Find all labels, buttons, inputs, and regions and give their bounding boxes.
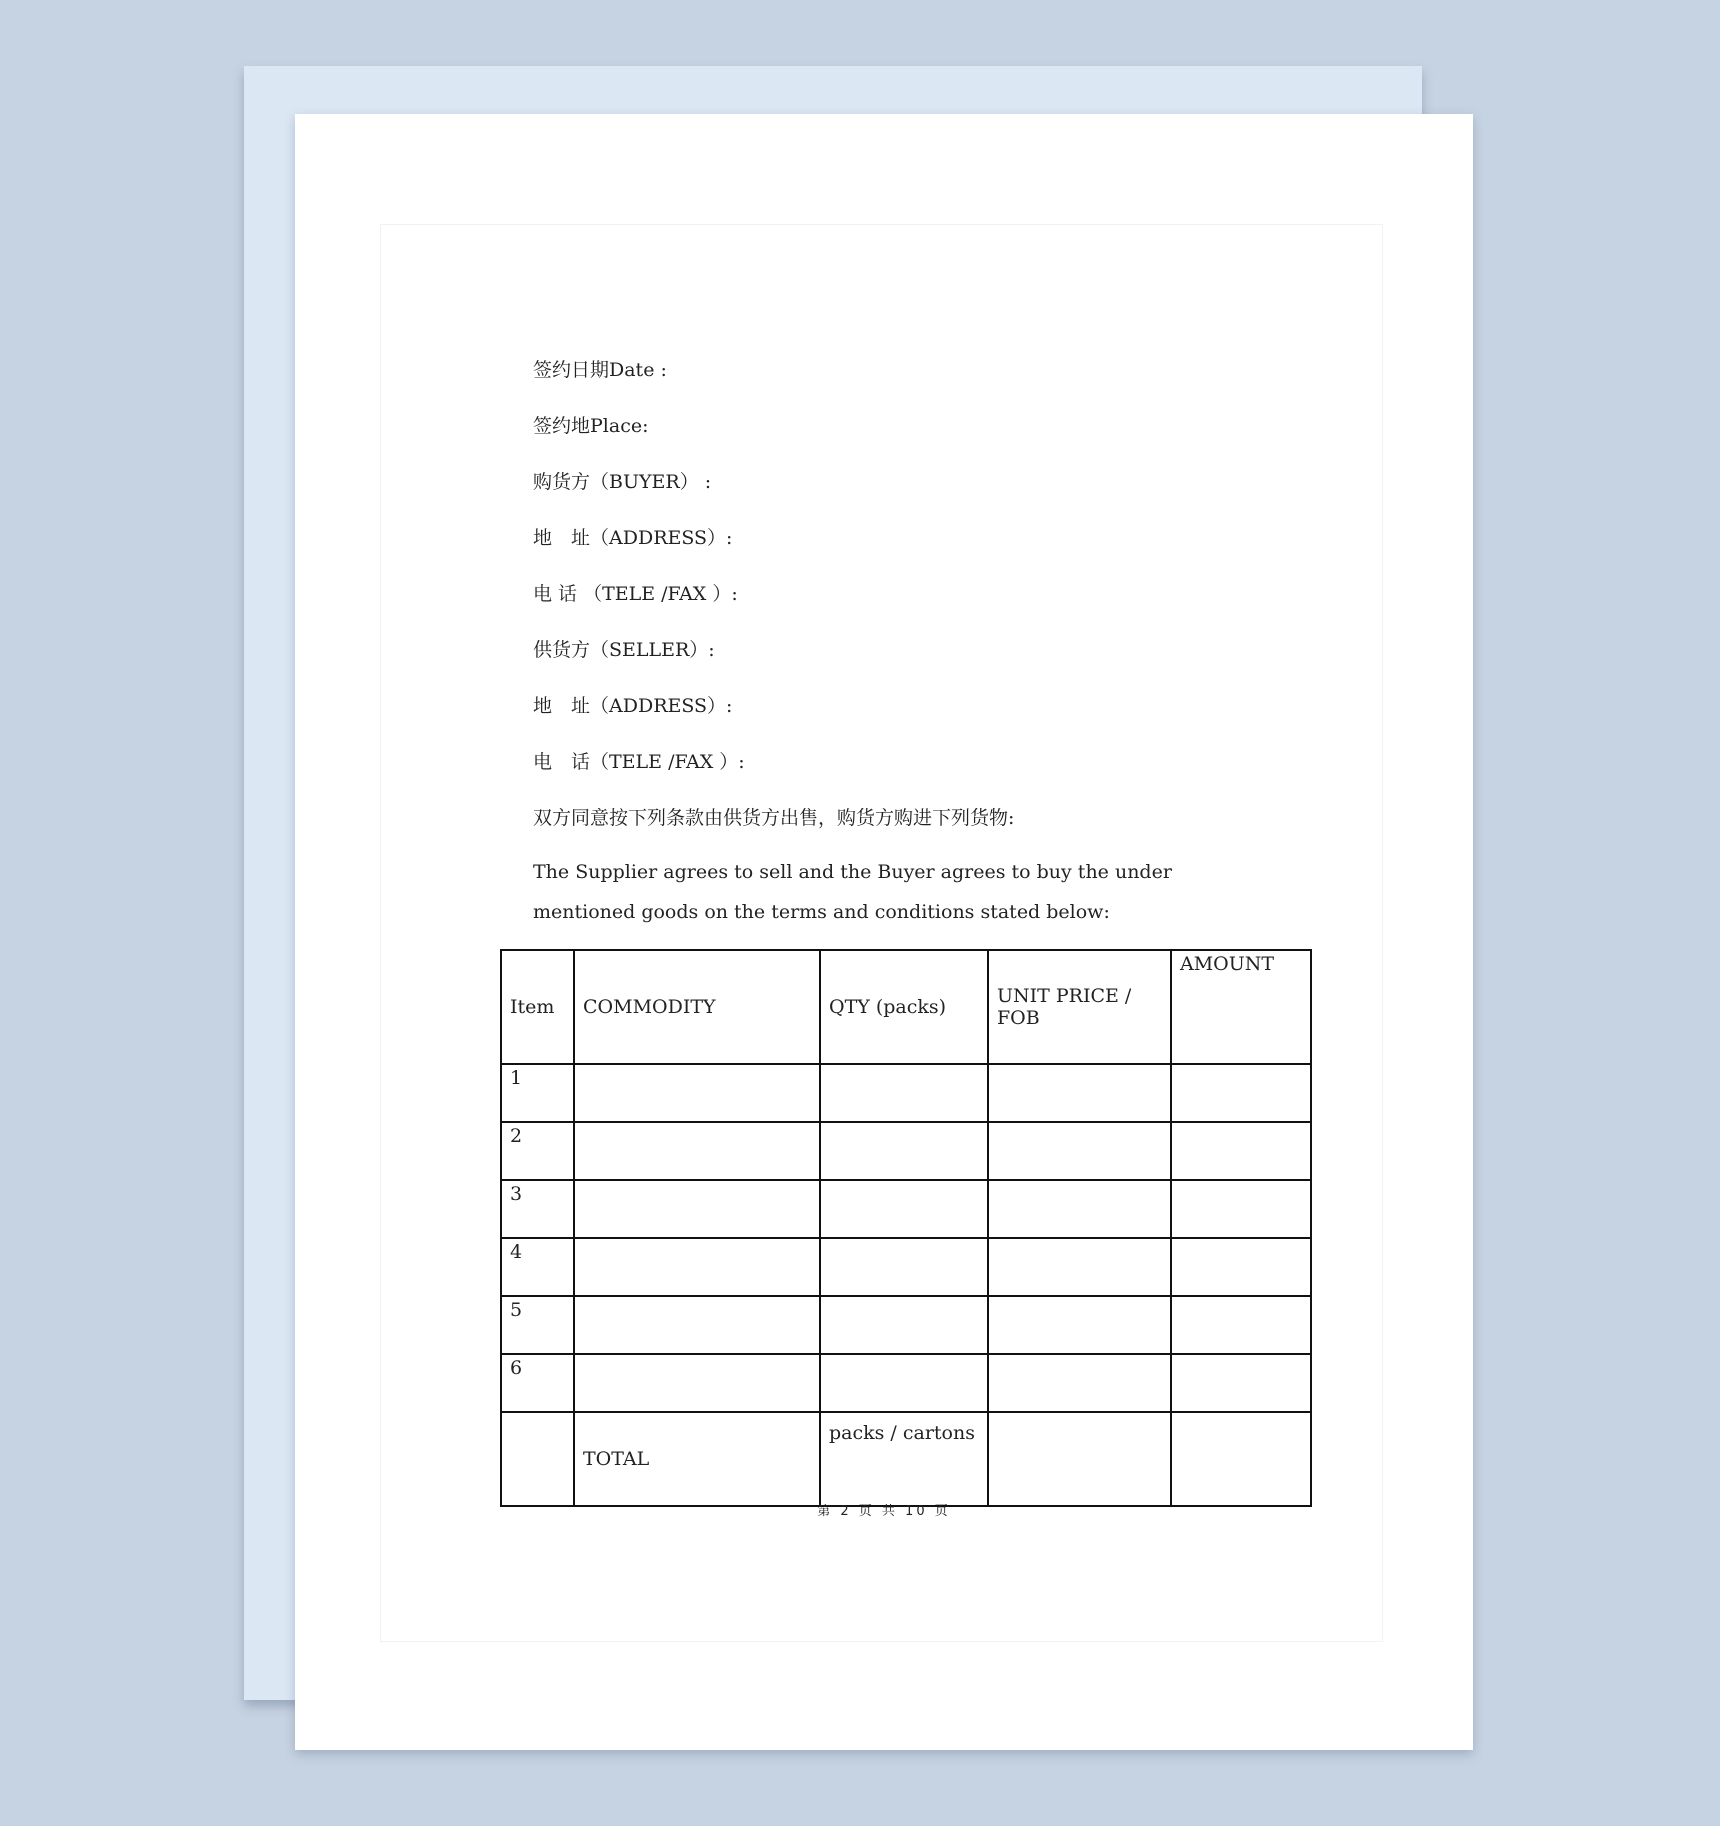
- row-price-cell[interactable]: [988, 1354, 1171, 1412]
- table-row: [501, 1238, 1311, 1296]
- row-commodity-cell[interactable]: [574, 1296, 820, 1354]
- table-row: [501, 1180, 1311, 1238]
- agreement-en-text: The Supplier agrees to sell and the Buyer agrees to buy the under mentioned goods on the terms and conditions stated below:: [533, 861, 1172, 923]
- table-row: [501, 1354, 1311, 1412]
- row-item-number: 6: [501, 1354, 574, 1412]
- row-qty-cell[interactable]: [820, 1238, 988, 1296]
- total-item-cell: [501, 1412, 574, 1506]
- row-amount-cell[interactable]: [1171, 1238, 1311, 1296]
- page-number-footer: 第 2 页 共 10 页: [817, 1504, 951, 1519]
- row-commodity-cell[interactable]: [574, 1180, 820, 1238]
- buyer-field: 购货方（BUYER） :: [533, 471, 712, 493]
- row-commodity-cell[interactable]: [574, 1122, 820, 1180]
- header-unit-price: UNIT PRICE / FOB: [988, 950, 1171, 1064]
- row-item-number: 1: [501, 1064, 574, 1122]
- row-commodity-cell[interactable]: [574, 1064, 820, 1122]
- table-row: [501, 1122, 1311, 1180]
- row-item-number: 2: [501, 1122, 574, 1180]
- table-row: [501, 1064, 1311, 1122]
- row-item-number: 3: [501, 1180, 574, 1238]
- contract-header: [533, 342, 1293, 932]
- row-price-cell[interactable]: [988, 1122, 1171, 1180]
- row-amount-cell[interactable]: [1171, 1122, 1311, 1180]
- table-header-row: [501, 950, 1311, 1064]
- row-qty-cell[interactable]: [820, 1122, 988, 1180]
- sign-place-field: 签约地Place:: [533, 415, 649, 437]
- table-total-row: [501, 1412, 1311, 1506]
- buyer-address-field: 地 址（ADDRESS）:: [533, 527, 733, 549]
- total-label: TOTAL: [574, 1412, 820, 1506]
- row-item-number: 4: [501, 1238, 574, 1296]
- row-qty-cell[interactable]: [820, 1064, 988, 1122]
- row-commodity-cell[interactable]: [574, 1238, 820, 1296]
- row-price-cell[interactable]: [988, 1064, 1171, 1122]
- row-amount-cell[interactable]: [1171, 1064, 1311, 1122]
- seller-address-field: 地 址（ADDRESS）:: [533, 695, 733, 717]
- total-price-cell[interactable]: [988, 1412, 1171, 1506]
- header-item: Item: [501, 950, 574, 1064]
- total-amount-cell[interactable]: [1171, 1412, 1311, 1506]
- row-price-cell[interactable]: [988, 1238, 1171, 1296]
- row-amount-cell[interactable]: [1171, 1354, 1311, 1412]
- header-qty: QTY (packs): [820, 950, 988, 1064]
- row-qty-cell[interactable]: [820, 1180, 988, 1238]
- row-price-cell[interactable]: [988, 1180, 1171, 1238]
- row-qty-cell[interactable]: [820, 1296, 988, 1354]
- row-item-number: 5: [501, 1296, 574, 1354]
- seller-phone-field: 电 话（TELE /FAX ）:: [533, 751, 745, 773]
- total-qty-unit: packs / cartons: [820, 1412, 988, 1506]
- buyer-phone-field: 电 话 （TELE /FAX ）:: [533, 583, 738, 605]
- document-page: [295, 114, 1473, 1750]
- row-amount-cell[interactable]: [1171, 1296, 1311, 1354]
- row-amount-cell[interactable]: [1171, 1180, 1311, 1238]
- agreement-cn-text: 双方同意按下列条款由供货方出售，购货方购进下列货物:: [533, 807, 1015, 829]
- row-price-cell[interactable]: [988, 1296, 1171, 1354]
- table-row: [501, 1296, 1311, 1354]
- row-qty-cell[interactable]: [820, 1354, 988, 1412]
- row-commodity-cell[interactable]: [574, 1354, 820, 1412]
- header-amount: AMOUNT: [1171, 950, 1311, 1064]
- seller-field: 供货方（SELLER）:: [533, 639, 715, 661]
- goods-table: [500, 949, 1312, 1507]
- header-commodity: COMMODITY: [574, 950, 820, 1064]
- sign-date-field: 签约日期Date :: [533, 359, 667, 381]
